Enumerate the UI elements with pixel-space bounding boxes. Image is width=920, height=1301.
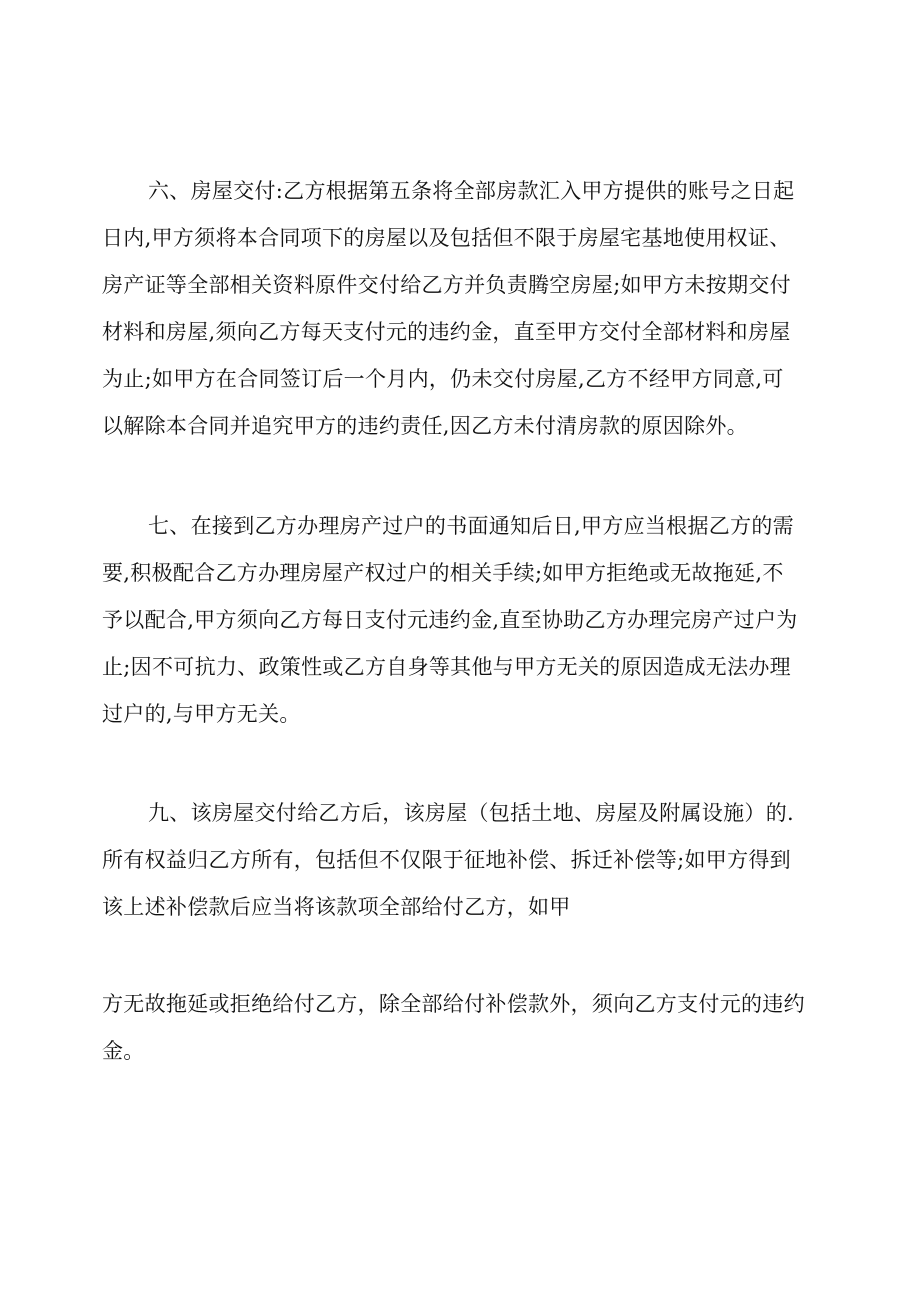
clause-7-line-5: 过户的,与甲方无关。 [102, 702, 301, 726]
clause-9-continued-line-1: 方无故拖延或拒绝给付乙方，除全部给付补偿款外，须向乙方支付元的违约 [102, 992, 805, 1016]
clause-6-line-4: 材料和房屋,须向乙方每天支付元的违约金，直至甲方交付全部材料和房屋 [102, 320, 791, 344]
clause-7-line-3: 予以配合,甲方须向乙方每日支付元违约金,直至协助乙方办理完房产过户为 [102, 608, 798, 632]
clause-9-line-3: 该上述补偿款后应当将该款项全部给付乙方，如甲 [102, 895, 571, 919]
clause-7-line-4: 止;因不可抗力、政策性或乙方自身等其他与甲方无关的原因造成无法办理 [102, 655, 791, 679]
clause-9-continued-line-2: 金。 [102, 1039, 145, 1063]
clause-7-line-1: 七、在接到乙方办理房产过户的书面通知后日,甲方应当根据乙方的需 [148, 514, 794, 538]
clause-9-line-1: 九、该房屋交付给乙方后，该房屋（包括土地、房屋及附属设施）的. [148, 801, 794, 825]
clause-6-line-3: 房产证等全部相关资料原件交付给乙方并负责腾空房屋;如甲方未按期交付 [102, 273, 791, 297]
clause-6-line-2: 日内,甲方须将本合同项下的房屋以及包括但不限于房屋宅基地使用权证、 [102, 226, 791, 250]
clause-6-line-6: 以解除本合同并追究甲方的违约责任,因乙方未付清房款的原因除外。 [102, 414, 748, 438]
clause-7-line-2: 要,积极配合乙方办理房屋产权过户的相关手续;如甲方拒绝或无故拖延,不 [102, 561, 784, 585]
clause-6-line-5: 为止;如甲方在合同签订后一个月内，仍未交付房屋,乙方不经甲方同意,可 [102, 367, 784, 391]
clause-9-line-2: 所有权益归乙方所有，包括但不仅限于征地补偿、拆迁补偿等;如甲方得到 [102, 848, 791, 872]
clause-6-line-1: 六、房屋交付:乙方根据第五条将全部房款汇入甲方提供的账号之日起 [148, 179, 795, 203]
